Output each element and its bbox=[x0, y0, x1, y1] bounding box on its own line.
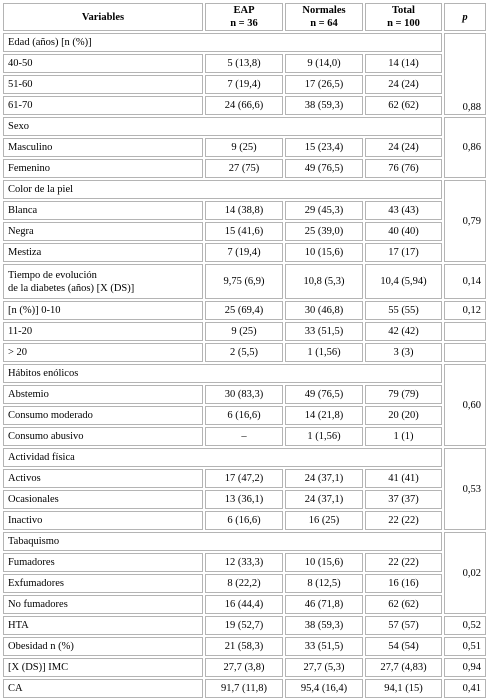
row-label-ca: CA bbox=[3, 679, 203, 698]
header-row bbox=[3, 3, 486, 31]
cell-normales: 9 (14,0) bbox=[285, 54, 363, 73]
cell-normales: 16 (25) bbox=[285, 511, 363, 530]
cell-total: 22 (22) bbox=[365, 511, 442, 530]
row-label: Masculino bbox=[3, 138, 203, 157]
p-value: 0,51 bbox=[444, 637, 486, 656]
cell-eap: 16 (44,4) bbox=[205, 595, 283, 614]
section-title-sexo: Sexo bbox=[3, 117, 442, 136]
p-value-tiempo: 0,14 bbox=[444, 264, 486, 299]
cell-normales: 17 (26,5) bbox=[285, 75, 363, 94]
table-row bbox=[3, 301, 486, 320]
cell-normales: 30 (46,8) bbox=[285, 301, 363, 320]
p-value: 0,41 bbox=[444, 679, 486, 698]
p-value-tabaquismo: 0,02 bbox=[444, 532, 486, 614]
cell-eap: 7 (19,4) bbox=[205, 243, 283, 262]
cell-eap: 27,7 (3,8) bbox=[205, 658, 283, 677]
cell-normales: 10 (15,6) bbox=[285, 243, 363, 262]
cell-eap: 9 (25) bbox=[205, 322, 283, 341]
cell-total: 1 (1) bbox=[365, 427, 442, 446]
cell-normales: 14 (21,8) bbox=[285, 406, 363, 425]
row-label: Mestiza bbox=[3, 243, 203, 262]
table-row bbox=[3, 159, 486, 178]
cell-normales: 24 (37,1) bbox=[285, 469, 363, 488]
p-value-actividad: 0,53 bbox=[444, 448, 486, 530]
cell-eap: 25 (69,4) bbox=[205, 301, 283, 320]
row-label-imc: [X (DS)] IMC bbox=[3, 658, 203, 677]
row-label: Fumadores bbox=[3, 553, 203, 572]
row-label: Blanca bbox=[3, 201, 203, 220]
cell-total: 55 (55) bbox=[365, 301, 442, 320]
section-row bbox=[3, 532, 486, 551]
cell-total: 16 (16) bbox=[365, 574, 442, 593]
cell-total: 62 (62) bbox=[365, 96, 442, 115]
table-row bbox=[3, 343, 486, 362]
row-label-line1: Tiempo de evolución bbox=[8, 269, 97, 281]
cell-total: 94,1 (15) bbox=[365, 679, 442, 698]
header-variables: Variables bbox=[3, 3, 203, 31]
cell-eap: 8 (22,2) bbox=[205, 574, 283, 593]
header-eap-label: EAP bbox=[233, 5, 255, 16]
cell-eap: 9 (25) bbox=[205, 138, 283, 157]
cell-eap: 12 (33,3) bbox=[205, 553, 283, 572]
cell-eap: 6 (16,6) bbox=[205, 511, 283, 530]
header-total bbox=[365, 3, 442, 31]
cell-total: 10,4 (5,94) bbox=[365, 264, 442, 299]
cell-eap: 2 (5,5) bbox=[205, 343, 283, 362]
cell-total: 54 (54) bbox=[365, 637, 442, 656]
row-label: No fumadores bbox=[3, 595, 203, 614]
cell-normales: 25 (39,0) bbox=[285, 222, 363, 241]
cell-normales: 49 (76,5) bbox=[285, 385, 363, 404]
row-label: Activos bbox=[3, 469, 203, 488]
header-normales bbox=[285, 3, 363, 31]
cell-eap: 5 (13,8) bbox=[205, 54, 283, 73]
row-label-obesidad: Obesidad n (%) bbox=[3, 637, 203, 656]
cell-normales: 1 (1,56) bbox=[285, 343, 363, 362]
cell-normales: 33 (51,5) bbox=[285, 637, 363, 656]
header-total-label: Total bbox=[392, 5, 415, 16]
cell-normales: 38 (59,3) bbox=[285, 96, 363, 115]
header-p: p bbox=[444, 3, 486, 31]
cell-normales: 33 (51,5) bbox=[285, 322, 363, 341]
row-label: 11-20 bbox=[3, 322, 203, 341]
cell-total: 43 (43) bbox=[365, 201, 442, 220]
table-row bbox=[3, 75, 486, 94]
cell-total: 41 (41) bbox=[365, 469, 442, 488]
cell-eap: 6 (16,6) bbox=[205, 406, 283, 425]
cell-eap: 91,7 (11,8) bbox=[205, 679, 283, 698]
cell-eap: 7 (19,4) bbox=[205, 75, 283, 94]
section-row bbox=[3, 117, 486, 136]
row-label: Negra bbox=[3, 222, 203, 241]
p-value: 0,12 bbox=[444, 301, 486, 320]
cell-eap: 24 (66,6) bbox=[205, 96, 283, 115]
cell-total: 3 (3) bbox=[365, 343, 442, 362]
cell-normales: 46 (71,8) bbox=[285, 595, 363, 614]
data-table bbox=[1, 1, 488, 700]
cell-normales: 1 (1,56) bbox=[285, 427, 363, 446]
p-value: 0,52 bbox=[444, 616, 486, 635]
cell-eap: 13 (36,1) bbox=[205, 490, 283, 509]
table-row bbox=[3, 96, 486, 115]
row-label: 61-70 bbox=[3, 96, 203, 115]
section-row bbox=[3, 448, 486, 467]
cell-eap: 21 (58,3) bbox=[205, 637, 283, 656]
p-value-piel: 0,79 bbox=[444, 180, 486, 262]
row-label: Inactivo bbox=[3, 511, 203, 530]
section-title-edad: Edad (años) [n (%)] bbox=[3, 33, 442, 52]
cell-normales: 29 (45,3) bbox=[285, 201, 363, 220]
cell-total: 22 (22) bbox=[365, 553, 442, 572]
row-label: > 20 bbox=[3, 343, 203, 362]
header-total-n: n = 100 bbox=[387, 18, 420, 29]
cell-normales: 38 (59,3) bbox=[285, 616, 363, 635]
table-row bbox=[3, 511, 486, 530]
cell-total: 17 (17) bbox=[365, 243, 442, 262]
section-title-actividad: Actividad física bbox=[3, 448, 442, 467]
row-label: Abstemio bbox=[3, 385, 203, 404]
table-row bbox=[3, 138, 486, 157]
section-row bbox=[3, 364, 486, 383]
cell-total: 76 (76) bbox=[365, 159, 442, 178]
table-row bbox=[3, 264, 486, 299]
cell-eap: 27 (75) bbox=[205, 159, 283, 178]
section-title-habitos: Hábitos enólicos bbox=[3, 364, 442, 383]
table-row bbox=[3, 54, 486, 73]
p-value: 0,94 bbox=[444, 658, 486, 677]
header-normales-label: Normales bbox=[302, 5, 346, 16]
p-value-edad: 0,88 bbox=[444, 33, 486, 115]
section-row bbox=[3, 180, 486, 199]
cell-normales: 8 (12,5) bbox=[285, 574, 363, 593]
cell-eap: 14 (38,8) bbox=[205, 201, 283, 220]
row-label-line2: de la diabetes (años) [X (DS)] bbox=[8, 282, 135, 294]
table-row bbox=[3, 658, 486, 677]
table-row bbox=[3, 322, 486, 341]
cell-normales: 10 (15,6) bbox=[285, 553, 363, 572]
cell-eap: 17 (47,2) bbox=[205, 469, 283, 488]
cell-total: 27,7 (4,83) bbox=[365, 658, 442, 677]
cell-total: 24 (24) bbox=[365, 138, 442, 157]
table-row bbox=[3, 553, 486, 572]
table-row bbox=[3, 427, 486, 446]
p-value-habitos: 0,60 bbox=[444, 364, 486, 446]
cell-total: 37 (37) bbox=[365, 490, 442, 509]
table-row bbox=[3, 490, 486, 509]
section-title-piel: Color de la piel bbox=[3, 180, 442, 199]
p-value-sexo: 0,86 bbox=[444, 117, 486, 178]
row-label: [n (%)] 0-10 bbox=[3, 301, 203, 320]
cell-total: 20 (20) bbox=[365, 406, 442, 425]
cell-eap: 19 (52,7) bbox=[205, 616, 283, 635]
table-row bbox=[3, 679, 486, 698]
cell-normales: 24 (37,1) bbox=[285, 490, 363, 509]
cell-total: 42 (42) bbox=[365, 322, 442, 341]
table-row bbox=[3, 616, 486, 635]
section-title-tabaquismo: Tabaquismo bbox=[3, 532, 442, 551]
table-row bbox=[3, 385, 486, 404]
cell-normales: 15 (23,4) bbox=[285, 138, 363, 157]
cell-total: 40 (40) bbox=[365, 222, 442, 241]
p-value bbox=[444, 343, 486, 362]
header-eap-n: n = 36 bbox=[230, 18, 258, 29]
header-normales-n: n = 64 bbox=[310, 18, 338, 29]
p-value bbox=[444, 322, 486, 341]
section-row bbox=[3, 33, 486, 52]
row-label: Femenino bbox=[3, 159, 203, 178]
table-row bbox=[3, 243, 486, 262]
table-row bbox=[3, 637, 486, 656]
row-label: Ocasionales bbox=[3, 490, 203, 509]
cell-eap: 9,75 (6,9) bbox=[205, 264, 283, 299]
table-row bbox=[3, 595, 486, 614]
table-row bbox=[3, 201, 486, 220]
row-label-hta: HTA bbox=[3, 616, 203, 635]
cell-total: 14 (14) bbox=[365, 54, 442, 73]
row-label: Consumo moderado bbox=[3, 406, 203, 425]
cell-normales: 27,7 (5,3) bbox=[285, 658, 363, 677]
row-label: 51-60 bbox=[3, 75, 203, 94]
cell-eap: – bbox=[205, 427, 283, 446]
cell-eap: 30 (83,3) bbox=[205, 385, 283, 404]
cell-total: 57 (57) bbox=[365, 616, 442, 635]
row-label-tiempo bbox=[3, 264, 203, 299]
cell-normales: 49 (76,5) bbox=[285, 159, 363, 178]
table-row bbox=[3, 469, 486, 488]
cell-total: 24 (24) bbox=[365, 75, 442, 94]
cell-normales: 10,8 (5,3) bbox=[285, 264, 363, 299]
header-eap bbox=[205, 3, 283, 31]
cell-eap: 15 (41,6) bbox=[205, 222, 283, 241]
cell-total: 62 (62) bbox=[365, 595, 442, 614]
row-label: Exfumadores bbox=[3, 574, 203, 593]
cell-total: 79 (79) bbox=[365, 385, 442, 404]
row-label: Consumo abusivo bbox=[3, 427, 203, 446]
row-label: 40-50 bbox=[3, 54, 203, 73]
table-row bbox=[3, 406, 486, 425]
table-row bbox=[3, 574, 486, 593]
cell-normales: 95,4 (16,4) bbox=[285, 679, 363, 698]
table-row bbox=[3, 222, 486, 241]
